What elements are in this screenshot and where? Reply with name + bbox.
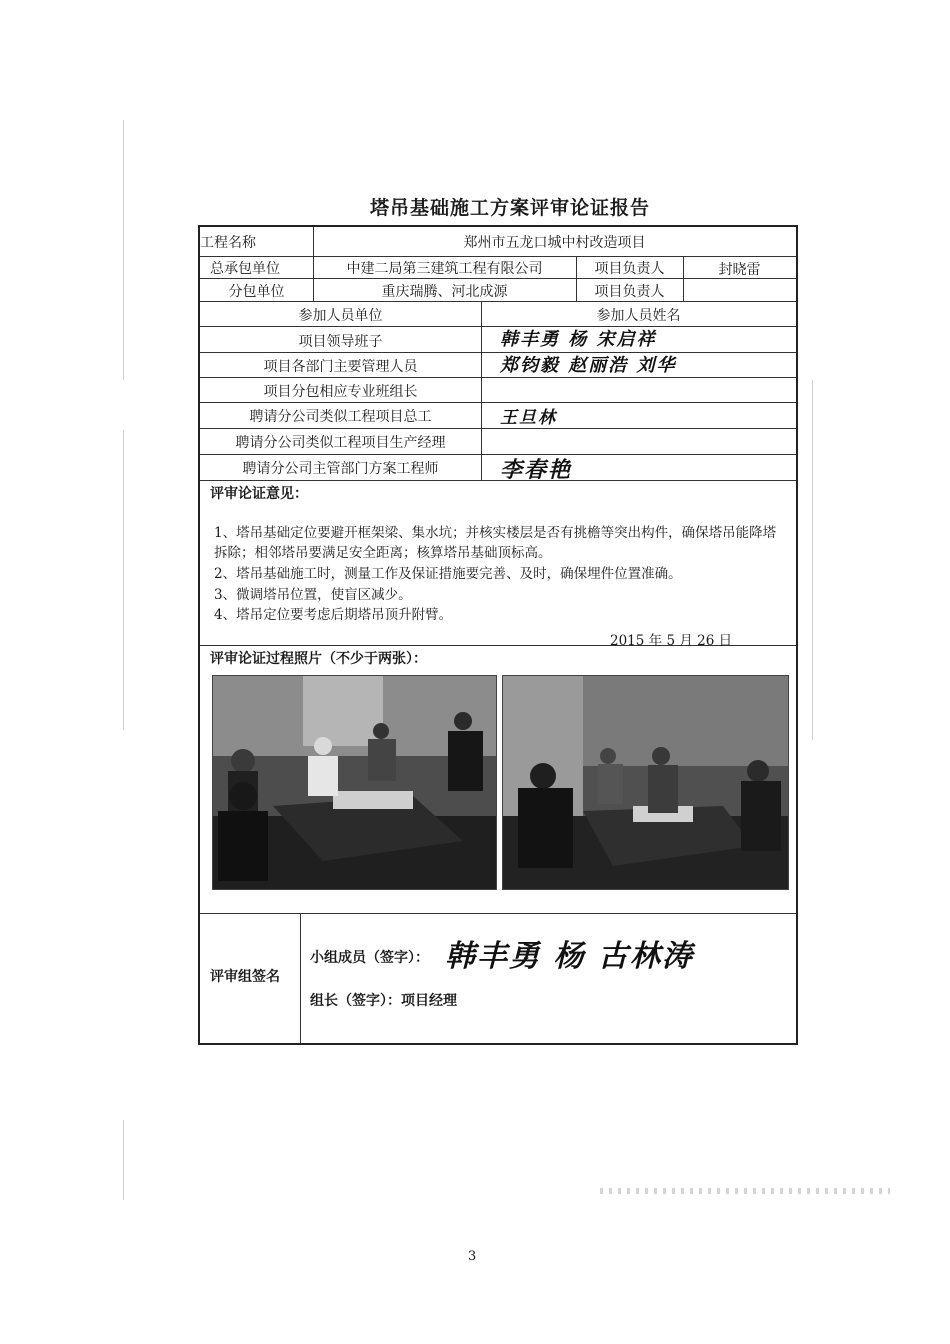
participant-unit: 项目领导班子	[298, 334, 383, 350]
group-leader-label: 组长（签字）：项目经理	[310, 993, 457, 1009]
review-opinion-item: 4、塔吊定位要考虑后期塔吊顶升附臂。	[214, 607, 453, 623]
scan-artifact-line	[123, 120, 124, 380]
photos-label: 评审论证过程照片（不少于两张）：	[210, 651, 427, 667]
subcontractor-value: 重庆瑞腾、河北成源	[381, 284, 508, 300]
general-contractor-value: 中建二局第三建筑工程有限公司	[346, 261, 543, 277]
handwritten-participant-names: 韩丰勇 杨 宋启祥	[500, 329, 657, 350]
project-name-value: 郑州市五龙口城中村改造项目	[463, 235, 646, 251]
review-form	[198, 225, 798, 1045]
participant-unit: 聘请分公司主管部门方案工程师	[242, 461, 439, 477]
handwritten-participant-names: 李春艳	[500, 458, 573, 483]
project-name-label: 工程名称	[200, 235, 256, 251]
scan-artifact-line	[123, 1120, 124, 1200]
review-group-signature-label: 评审组签名	[210, 969, 280, 985]
subcontractor-label: 分包单位	[228, 284, 285, 300]
participant-unit-header: 参加人员单位	[298, 308, 383, 324]
participant-name-header: 参加人员姓名	[596, 308, 681, 324]
scan-artifact-line	[812, 380, 813, 740]
review-opinion-label: 评审论证意见：	[210, 486, 308, 502]
handwritten-member-signatures: 韩丰勇 杨 古林涛	[445, 939, 694, 974]
scan-artifact-line	[123, 430, 124, 730]
review-opinion-item: 2、塔吊基础施工时，测量工作及保证措施要完善、及时，确保埋件位置准确。	[214, 566, 682, 582]
scan-noise	[600, 1188, 890, 1194]
project-manager-value-1: 封晓雷	[718, 262, 761, 278]
handwritten-participant-names: 郑钧毅 赵丽浩 刘华	[500, 355, 677, 376]
project-manager-label-1: 项目负责人	[594, 261, 665, 277]
handwritten-participant-names: 王旦林	[500, 408, 557, 428]
meeting-photo-2	[502, 675, 789, 890]
participant-unit: 项目各部门主要管理人员	[263, 359, 418, 375]
page-number: 3	[468, 1249, 477, 1264]
participant-unit: 聘请分公司类似工程项目总工	[249, 409, 432, 425]
review-date: 2015 年 5 月 26 日	[610, 633, 733, 649]
participant-unit: 聘请分公司类似工程项目生产经理	[235, 435, 446, 451]
project-manager-label-2: 项目负责人	[594, 284, 665, 300]
general-contractor-label: 总承包单位	[210, 261, 280, 277]
document-title: 塔吊基础施工方案评审论证报告	[369, 197, 650, 219]
group-members-label: 小组成员（签字）：	[310, 950, 429, 966]
review-opinion-item: 1、塔吊基础定位要避开框架梁、集水坑；并核实楼层是否有挑檐等突出构件，确保塔吊能降塔拆除；相邻塔吊要满足安全距离；核算塔吊基础顶标高。	[214, 525, 777, 561]
meeting-photo-1	[212, 675, 497, 890]
participant-unit: 项目分包相应专业班组长	[263, 384, 418, 400]
review-opinion-item: 3、微调塔吊位置，使盲区减少。	[214, 587, 412, 603]
